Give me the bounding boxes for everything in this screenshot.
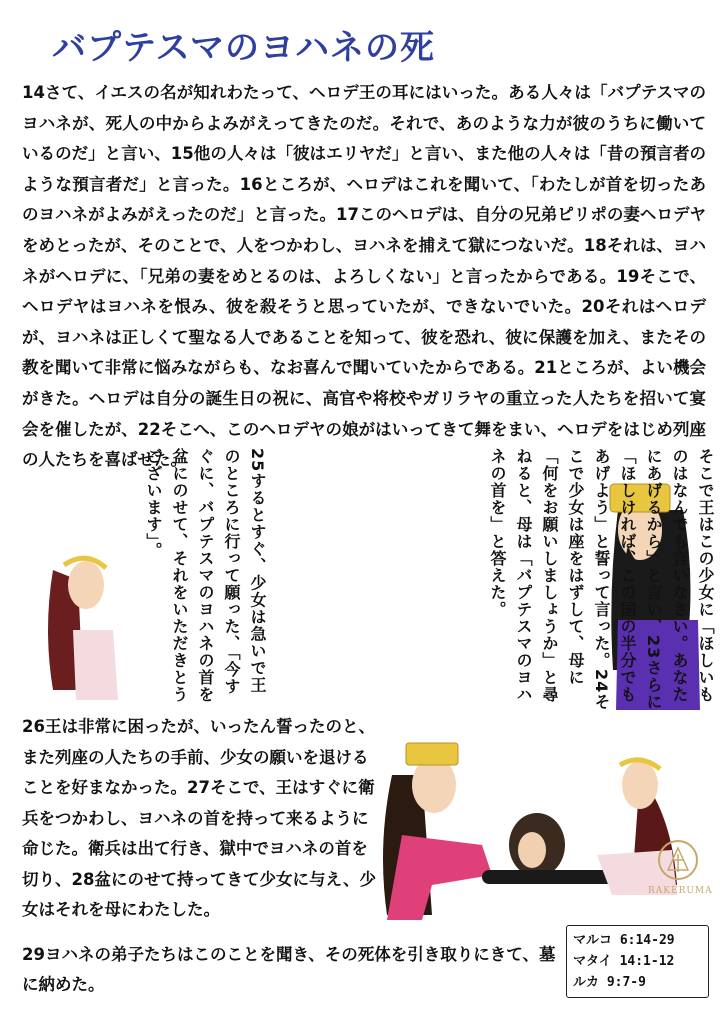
reference-matthew: マタイ 14:1-12 bbox=[573, 954, 675, 969]
salome-illustration bbox=[38, 540, 128, 700]
logo-emblem-icon bbox=[656, 838, 700, 882]
logo-text: RAKERUMA bbox=[648, 886, 713, 896]
reference-mark: マルコ 6:14-29 bbox=[573, 933, 675, 948]
passage-verses-25: 25するとすぐ、少女は急いで王のところに行って願った、「今すぐに、バプテスマのヨハネの首を盆にのせて、それをいただきとうございます」。 bbox=[144, 448, 267, 703]
scripture-references bbox=[566, 925, 709, 998]
passage-verses-22-24: そこで王はこの少女に「ほしいものはなんでも言いなさい。あなたにあげるから」と言い、23さらに「ほしければ、この国の半分でもあげよう」と誓って言った。24そこで少女は座をはずして、母に「何をお願いしましょうか」と尋ねると、母は「バプテスマのヨハネの首を」と答えた。 bbox=[488, 448, 715, 711]
rakeruma-logo bbox=[648, 838, 713, 918]
passage-verse-29: 29ヨハネの弟子たちはこのことを聞き、その死体を引き取りにきて、墓に納めた。 bbox=[22, 945, 556, 994]
page-title: バプテスマのヨハネの死 bbox=[52, 28, 435, 68]
reference-luke: ルカ 9:7-9 bbox=[573, 975, 646, 990]
passage-verses-26-28: 26王は非常に困ったが、いったん誓ったのと、また列座の人たちの手前、少女の願いを退けることを好まなかった。27そこで、王はすぐに衛兵をつかわし、ヨハネの首を持って来るように命じた。衛兵は出て行き、獄中でヨハネの首を切り、28盆にのせて持ってきて少女に与え、少女はそれを母にわたした。 bbox=[22, 717, 376, 919]
passage-verses-14-22: 14さて、イエスの名が知れわたって、ヘロデ王の耳にはいった。ある人々は「バプテスマのヨハネが、死人の中からよみがえってきたのだ。それで、あのような力が彼のうちに働いているのだ」と言い、15他の人々は「彼はエリヤだ」と言い、また他の人々は「昔の預言者のような預言者だ」と言った。16ところが、ヘロデはこれを聞いて、「わたしが首を切ったあのヨハネがよみがえったのだ」と言った。17このヘロデは、自分の兄弟ピリポの妻ヘロデヤをめとったが、そのことで、人をつかわし、ヨハネを捕えて獄につないだ。18それは、ヨハネがヘロデに、「兄弟の妻をめとるのは、よろしくない」と言ったからである。19そこで、ヘロデヤはヨハネを恨み、彼を殺そうと思っていたが、できないでいた。20それはヘロデが、ヨハネは正しくて聖なる人であることを知って、彼を恐れ、彼に保護を加え、またその教を聞いて非常に悩みながらも、なお喜んで聞いていたからである。21ところが、よい機会がきた。ヘロデは自分の誕生日の祝に、高官や将校やガリラヤの重立った人たちを招いて宴会を催したが、22そこへ、このヘロデヤの娘がはいってきて舞をまい、ヘロデをはじめ列座の人たちを喜ばせた。 bbox=[22, 83, 706, 470]
